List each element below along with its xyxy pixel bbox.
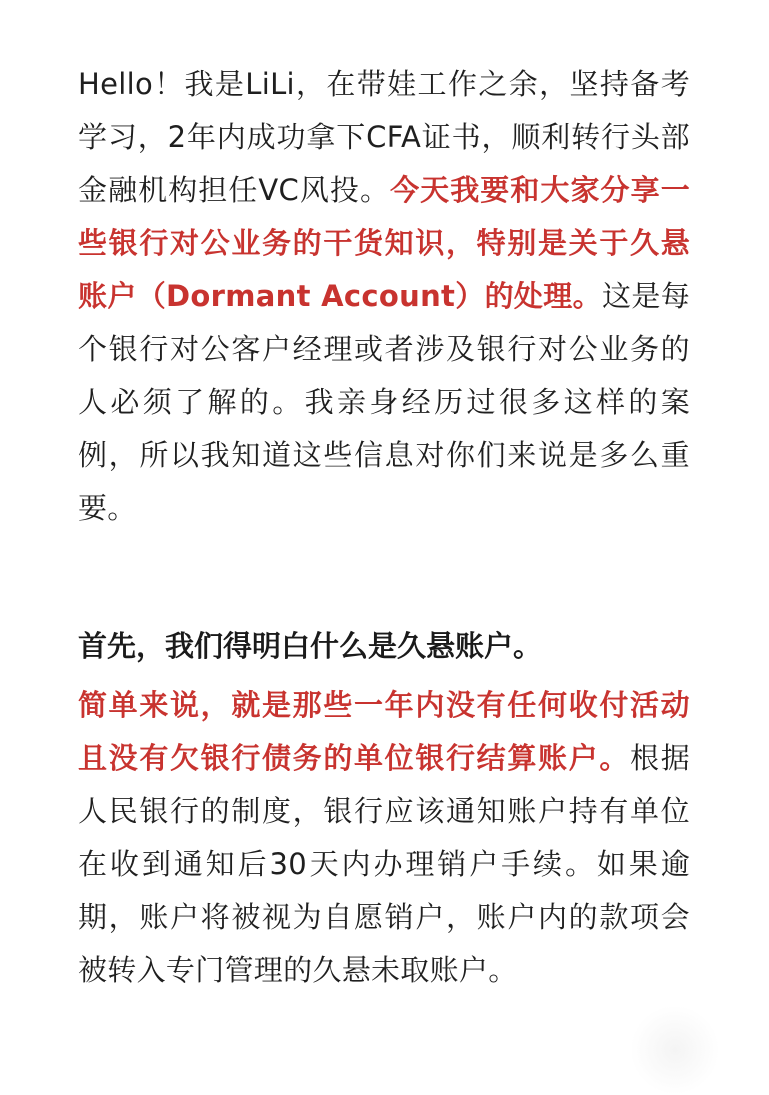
intro-highlight: 今天我要和大家分享一些银行对公业务的干货知识，特别是关于久悬账户（Dormant Account）的处理。 xyxy=(78,173,690,313)
intro-text-continued: 这是每个银行对公客户经理或者涉及银行对公业务的人必须了解的。我亲身经历过很多这样的案例，所以我知道这些信息对你们来说是多么重要。 xyxy=(78,279,690,525)
decorative-circle xyxy=(630,1005,720,1095)
section-spacer xyxy=(78,535,690,620)
definition-body: 根据人民银行的制度，银行应该通知账户持有单位在收到通知后30天内办理销户手续。如果逾期，账户将被视为自愿销户，账户内的款项会被转入专门管理的久悬未取账户。 xyxy=(78,741,690,987)
article-body xyxy=(78,58,690,997)
definition-highlight: 简单来说，就是那些一年内没有任何收付活动且没有欠银行债务的单位银行结算账户。 xyxy=(78,688,690,775)
intro-paragraph xyxy=(78,58,690,535)
definition-paragraph xyxy=(78,679,690,997)
intro-text: Hello！我是LiLi，在带娃工作之余，坚持备考学习，2年内成功拿下CFA证书，顺利转行头部金融机构担任VC风投。 xyxy=(78,67,690,207)
section-heading: 首先，我们得明白什么是久悬账户。 xyxy=(78,629,543,663)
